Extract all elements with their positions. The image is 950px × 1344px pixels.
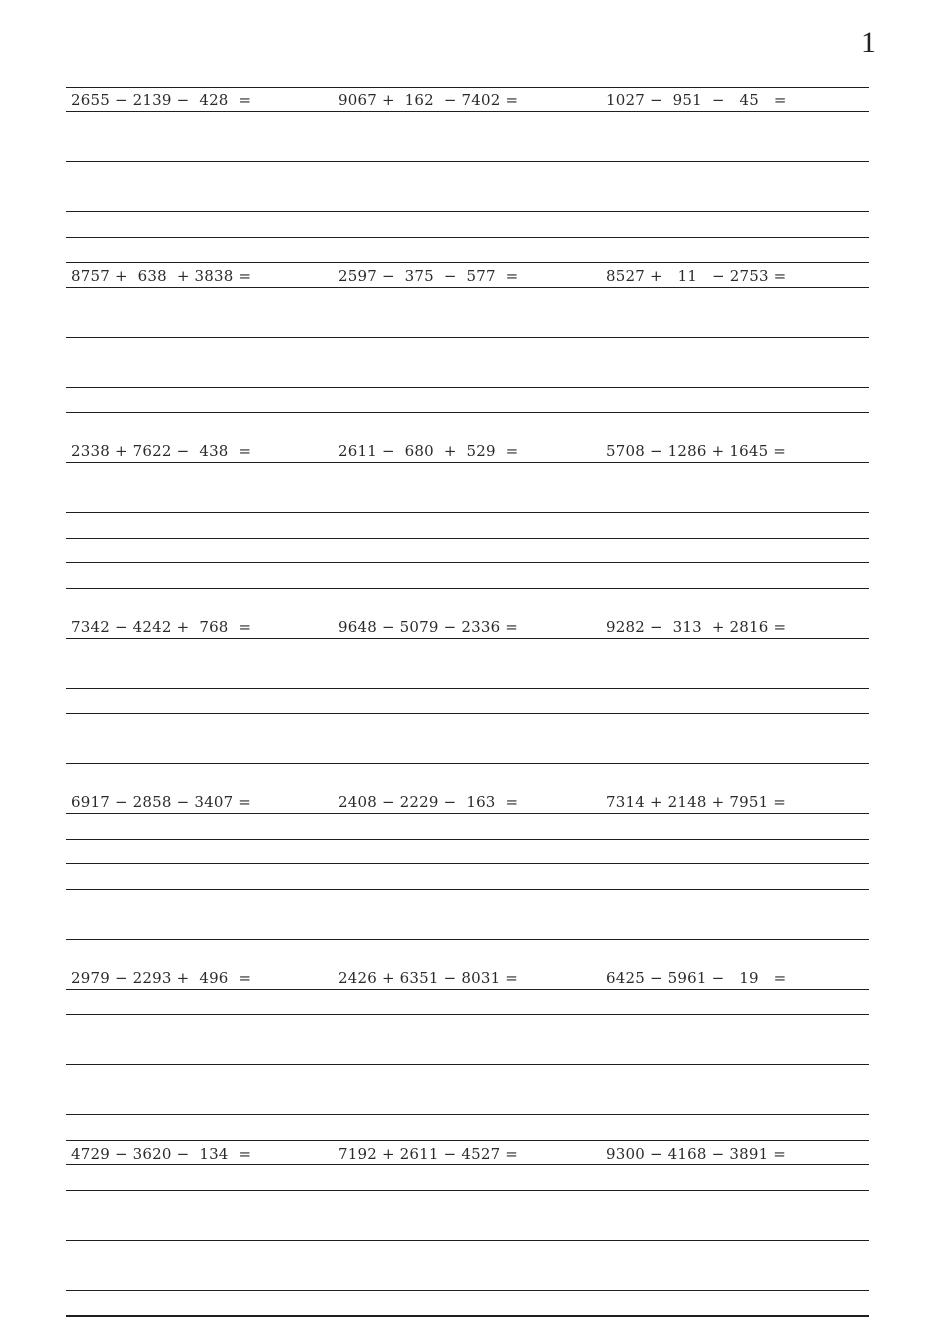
math-problem: 2611 − 680 + 529 =: [338, 442, 519, 460]
math-problem: 6917 − 2858 − 3407 =: [71, 793, 252, 811]
math-problem: 2979 − 2293 + 496 =: [71, 969, 252, 987]
rule-line: [66, 562, 869, 563]
rule-line: [66, 1114, 869, 1115]
rule-line: [66, 638, 869, 639]
math-problem: 8527 + 11 − 2753 =: [606, 267, 787, 285]
math-problem: 9648 − 5079 − 2336 =: [338, 618, 519, 636]
math-problem: 8757 + 638 + 3838 =: [71, 267, 252, 285]
rule-line: [66, 1140, 869, 1141]
rule-line: [66, 1014, 869, 1015]
rule-line: [66, 839, 869, 840]
rule-line: [66, 1315, 869, 1317]
rule-line: [66, 287, 869, 288]
math-problem: 2338 + 7622 − 438 =: [71, 442, 252, 460]
rule-line: [66, 889, 869, 890]
math-problem: 7192 + 2611 − 4527 =: [338, 1145, 519, 1163]
rule-line: [66, 211, 869, 212]
rule-line: [66, 237, 869, 238]
math-problem: 9282 − 313 + 2816 =: [606, 618, 787, 636]
rule-line: [66, 813, 869, 814]
rule-line: [66, 262, 869, 263]
math-problem: 2408 − 2229 − 163 =: [338, 793, 519, 811]
math-problem: 7314 + 2148 + 7951 =: [606, 793, 787, 811]
rule-line: [66, 588, 869, 589]
rule-line: [66, 1064, 869, 1065]
rule-line: [66, 1190, 869, 1191]
page-number: 1: [861, 26, 876, 59]
rule-line: [66, 1164, 869, 1165]
math-problem: 9300 − 4168 − 3891 =: [606, 1145, 787, 1163]
rule-line: [66, 337, 869, 338]
rule-line: [66, 989, 869, 990]
math-problem: 4729 − 3620 − 134 =: [71, 1145, 252, 1163]
rule-line: [66, 412, 869, 413]
math-problem: 2597 − 375 − 577 =: [338, 267, 519, 285]
rule-line: [66, 863, 869, 864]
rule-line: [66, 763, 869, 764]
math-problem: 9067 + 162 − 7402 =: [338, 91, 519, 109]
rule-line: [66, 538, 869, 539]
rule-line: [66, 87, 869, 88]
rule-line: [66, 939, 869, 940]
rule-line: [66, 462, 869, 463]
rule-line: [66, 688, 869, 689]
rule-line: [66, 713, 869, 714]
rule-line: [66, 387, 869, 388]
math-problem: 2426 + 6351 − 8031 =: [338, 969, 519, 987]
rule-line: [66, 161, 869, 162]
math-problem: 5708 − 1286 + 1645 =: [606, 442, 787, 460]
rule-line: [66, 512, 869, 513]
rule-line: [66, 1290, 869, 1291]
math-problem: 7342 − 4242 + 768 =: [71, 618, 252, 636]
math-problem: 6425 − 5961 − 19 =: [606, 969, 787, 987]
math-problem: 1027 − 951 − 45 =: [606, 91, 787, 109]
rule-line: [66, 111, 869, 112]
rule-line: [66, 1240, 869, 1241]
math-problem: 2655 − 2139 − 428 =: [71, 91, 252, 109]
